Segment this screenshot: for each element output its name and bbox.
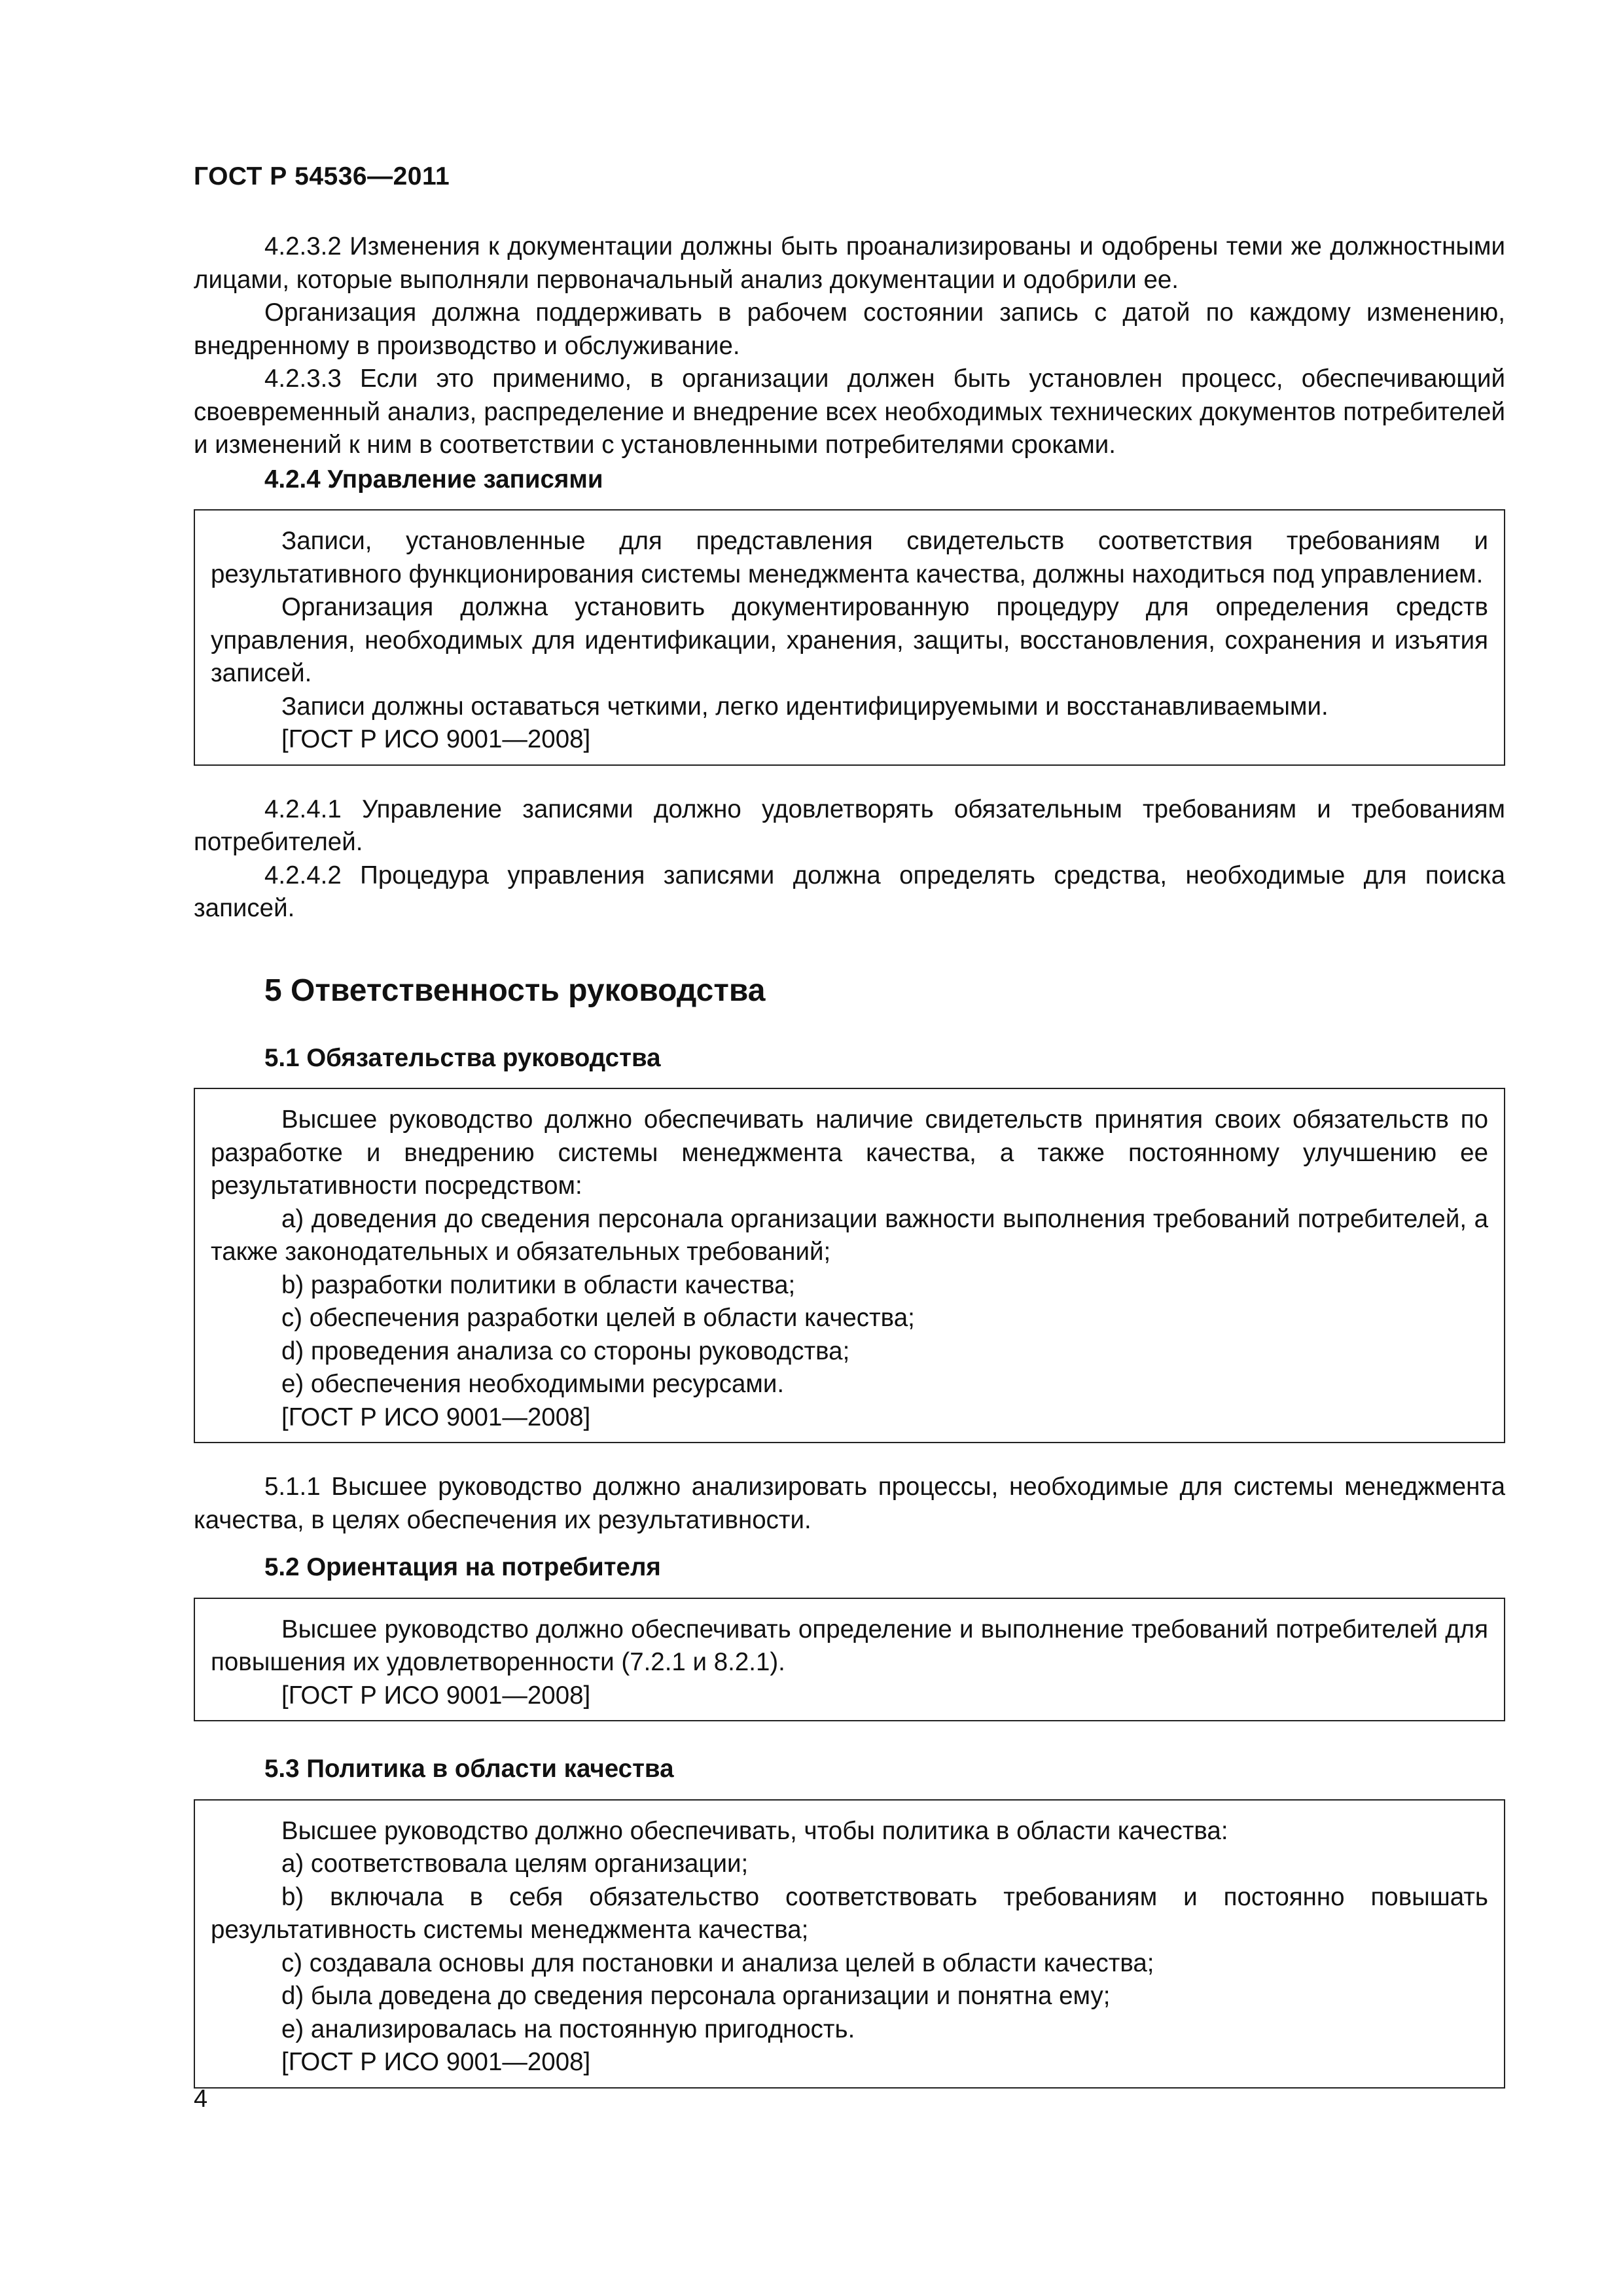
page-number: 4 bbox=[194, 2085, 208, 2113]
paragraph-5-1-1: 5.1.1 Высшее руководство должно анализировать процессы, необходимые для системы менеджмента качества, в целях обеспечения их результативности. bbox=[194, 1473, 1505, 1534]
reference-citation: [ГОСТ Р ИСО 9001—2008] bbox=[281, 725, 591, 753]
list-item: c) обеспечения разработки целей в области качества; bbox=[281, 1304, 915, 1332]
reference-citation: [ГОСТ Р ИСО 9001—2008] bbox=[281, 1681, 591, 1710]
paragraph-4-2-4-1: 4.2.4.1 Управление записями должно удовлетворять обязательным требованиям и требованиям потребителей. bbox=[194, 795, 1505, 856]
paragraph-4-2-3-3: 4.2.3.3 Если это применимо, в организации должен быть установлен процесс, обеспечивающий своевременный анализ, распределение и внедрение всех необходимых технических документов потребителей и изменений к ним в соответствии с установленными потребителями сроками. bbox=[194, 365, 1505, 459]
quote-box-5-2 bbox=[194, 1598, 1505, 1722]
list-item: c) создавала основы для постановки и анализа целей в области качества; bbox=[281, 1948, 1154, 1977]
heading-4-2-4: 4.2.4 Управление записями bbox=[264, 465, 603, 493]
heading-5-2: 5.2 Ориентация на потребителя bbox=[264, 1553, 661, 1581]
box-paragraph: Высшее руководство должно обеспечивать определение и выполнение требований потребителей для повышения их удовлетворенности (7.2.1 и 8.2.1). bbox=[211, 1615, 1488, 1676]
paragraph-4-2-4-2: 4.2.4.2 Процедура управления записями должна определять средства, необходимые для поиска записей. bbox=[194, 861, 1505, 922]
list-item: b) разработки политики в области качества; bbox=[281, 1270, 796, 1299]
list-item: b) включала в себя обязательство соответствовать требованиям и постоянно повышать результативность системы менеджмента качества; bbox=[211, 1882, 1488, 1944]
box-paragraph: Записи должны оставаться четкими, легко идентифицируемыми и восстанавливаемыми. bbox=[281, 692, 1329, 721]
list-item: a) доведения до сведения персонала организации важности выполнения требований потребителей, а также законодательных и обязательных требований; bbox=[211, 1204, 1488, 1266]
page-content bbox=[194, 230, 1505, 2089]
quote-box-5-3 bbox=[194, 1799, 1505, 2089]
list-item: d) проведения анализа со стороны руководства; bbox=[281, 1336, 850, 1365]
list-item: d) была доведена до сведения персонала организации и понятна ему; bbox=[281, 1982, 1111, 2010]
paragraph-4-2-3-2: 4.2.3.2 Изменения к документации должны быть проанализированы и одобрены теми же должностными лицами, которые выполняли первоначальный анализ документации и одобрили ее. bbox=[194, 232, 1505, 294]
list-item: e) анализировалась на постоянную пригодность. bbox=[281, 2015, 855, 2043]
quote-box-4-2-4 bbox=[194, 509, 1505, 766]
box-paragraph: Высшее руководство должно обеспечивать, чтобы политика в области качества: bbox=[281, 1816, 1228, 1845]
paragraph-change-records: Организация должна поддерживать в рабочем состоянии запись с датой по каждому изменению, внедренному в производство и обслуживание. bbox=[194, 298, 1505, 360]
box-paragraph: Высшее руководство должно обеспечивать наличие свидетельств принятия своих обязательств по разработке и внедрению системы менеджмента качества, а также постоянному улучшению ее результативности посредством: bbox=[211, 1105, 1488, 1200]
heading-5-3: 5.3 Политика в области качества bbox=[264, 1755, 674, 1783]
box-paragraph: Организация должна установить документированную процедуру для определения средств управления, необходимых для идентификации, хранения, защиты, восстановления, сохранения и изъятия записей. bbox=[211, 593, 1488, 687]
quote-box-5-1 bbox=[194, 1088, 1505, 1443]
document-page bbox=[194, 0, 1505, 2296]
section-heading-5: 5 Ответственность руководства bbox=[264, 973, 766, 1008]
reference-citation: [ГОСТ Р ИСО 9001—2008] bbox=[281, 1403, 591, 1431]
box-paragraph: Записи, установленные для представления свидетельств соответствия требованиям и результативного функционирования системы менеджмента качества, должны находиться под управлением. bbox=[211, 527, 1488, 588]
list-item: e) обеспечения необходимыми ресурсами. bbox=[281, 1370, 785, 1398]
reference-citation: [ГОСТ Р ИСО 9001—2008] bbox=[281, 2048, 591, 2076]
heading-5-1: 5.1 Обязательства руководства bbox=[264, 1043, 661, 1072]
document-header: ГОСТ Р 54536—2011 bbox=[194, 162, 450, 190]
list-item: a) соответствовала целям организации; bbox=[281, 1850, 749, 1878]
